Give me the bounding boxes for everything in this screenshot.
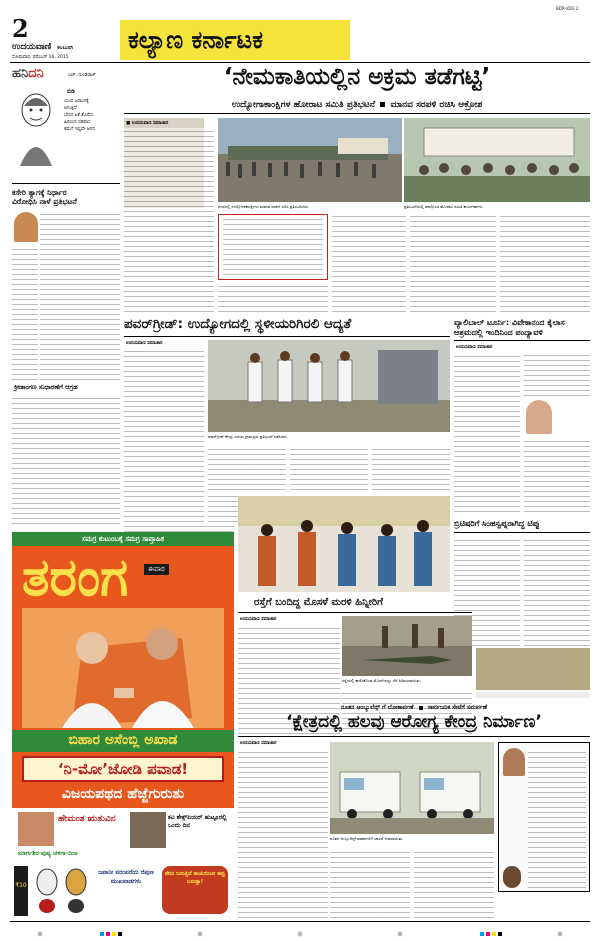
lead-col-2-text (332, 212, 406, 312)
ad-feature2: ಕವಿ ಶೇಕ್ಸ್‌ಪಿಯರ್ ಹುಟ್ಟೂರಲ್ಲಿ ಒಂದು ದಿನ (168, 814, 227, 829)
byline-icon: ■ (126, 121, 131, 126)
lead-rule (124, 113, 590, 114)
health-text-3 (414, 848, 494, 918)
left-portrait (14, 212, 38, 242)
powergrid-caption: ಪವರ್‌ಗ್ರೀಡ್ ಕೇಂದ್ರ ಎದುರು ಗ್ರಾಮಸ್ಥರು ಪ್ರತಿಭಟನೆ ನಡೆಸಿದರು. (208, 434, 289, 439)
ad-cover-photo (22, 608, 224, 728)
byline-text: ಉದಯವಾಣಿ ಸಮಾಚಾರ (131, 121, 169, 126)
poem-line: ಬೇಸರ ಏಕೆ ತೊರೆದು (64, 113, 94, 118)
ad-price: ₹10 (15, 882, 27, 889)
left-body-text-1b (12, 246, 38, 380)
tippu-text-2 (524, 536, 590, 646)
lead-byline (126, 120, 168, 126)
health-caption: ನೂತನ ಆಂಬ್ಯುಲೆನ್ಸ್ ವಾಹನಗಳಿಗೆ ಚಾಲನೆ ನೀಡಲಾಯಿತು. (330, 836, 404, 841)
bullet-square (419, 706, 423, 710)
croc-photo (342, 616, 472, 676)
right-mid-byline: ಉದಯವಾಣಿ ಸಮಾಚಾರ (456, 345, 493, 350)
right-mid-rule (454, 340, 590, 341)
lead-col-3-text (410, 212, 496, 312)
paper-title: ಉದಯವಾಣಿ (12, 42, 52, 52)
masthead-rule (10, 62, 590, 63)
lead-subhead-b: ಮಾನವ ಸರಪಳಿ ರಚಿಸಿ ಆಕ್ರೋಶ (390, 100, 483, 110)
poem-title: ಬಿಡಿ (67, 88, 75, 95)
ad-election: ಬಿಹಾರ ಅಸೆಂಬ್ಲಿ ಅಖಾಡ (68, 732, 178, 748)
ad-masks (32, 866, 92, 914)
health-kicker-b: ಸಾರ್ವಜನಿಕ ಸೇವೆಗೆ ಸಮರ್ಪಣೆ (427, 704, 488, 711)
hanidani-title-b: ದನಿ (28, 66, 44, 81)
lead-highlight-box (218, 214, 328, 280)
right-mid-text-1 (454, 352, 520, 512)
lead-photo-main (218, 118, 402, 202)
powergrid-text-1 (124, 348, 204, 522)
poet-cartoon (14, 88, 58, 168)
ad-feature3: ಜಪಾನೀ ಪರಂಪರೆಯ ಜಿಪುಣ ಮುಖವಾಡಗಳು (98, 869, 154, 885)
lead-subhead-a: ಉದ್ಯೋಗಾಕಾಂಕ್ಷಿಗಳ ಹೋರಾಟ ಸಮಿತಿ ಪ್ರತಿಭಟನೆ (231, 100, 376, 110)
poem-line: ಯುವ ಜನಾಂಗಕ್ಕೆ (64, 99, 89, 104)
left-headline-1 (12, 188, 120, 206)
section-title: ಕಲ್ಯಾಣ ಕರ್ನಾಟಕ (128, 26, 264, 54)
powergrid-text-3 (290, 446, 368, 490)
left-headline-1b: ವಿರೋಧಿಸಿ ನಾಳೆ ಪ್ರತಿಭಟನೆ (12, 197, 77, 206)
edition: ಕಲಬುರಗಿ (57, 45, 74, 51)
lead-col-1-text (124, 128, 214, 312)
powergrid-photo (208, 340, 450, 432)
tippu-photo (476, 648, 590, 690)
tippu-rule (454, 532, 590, 533)
bullet-square (380, 102, 385, 107)
health-photo (330, 742, 494, 834)
poem-line: ಆಗುತ್ತಿದೆ (64, 106, 77, 111)
croc-caption: ರಸ್ತೆಯಲ್ಲಿ ಕಾಣಿಸಿಕೊಂಡ ಮೊಸಳೆಯನ್ನು ಸೆರೆ ಹಿಡಿಯಲಾಯಿತು. (342, 678, 422, 683)
left-body-text-2 (12, 394, 120, 524)
lead-col-2b-text (218, 284, 328, 312)
highlight-text (223, 219, 323, 275)
lead-caption-2: ಪ್ರತಿಭಟನೆಯಲ್ಲಿ ಪಾಲ್ಗೊಂಡ ಹೋರಾಟ ಸಮಿತಿ ಕಾರ್ಯಕರ್ತರು. (404, 204, 484, 209)
poem-lines (64, 98, 120, 133)
ad-feature1-thumb (18, 812, 54, 846)
tippu-headline: ಬ್ರಿಟಿಷರಿಗೆ ಸಿಂಹಸ್ವಪ್ನರಾಗಿದ್ದ ಟಿಪ್ಪು (454, 519, 540, 528)
page-code: BDR-VDG 2 (556, 6, 579, 11)
issue-date: ಸೋಮವಾರ, ನವೆಂಬರ್ 16, 2015 (12, 55, 69, 60)
left-headline-2: ಕ್ರೀಡಾಂಗಣ ಸುಧಾರಣೆಗೆ ಆಗ್ರಹ (14, 383, 78, 391)
health-headline: ‘ಕ್ಷೇತ್ರದಲ್ಲಿ ಹಲವು ಆರೋಗ್ಯ ಕೇಂದ್ರ ನಿರ್ಮಾಣ’ (286, 712, 542, 732)
health-side-text (528, 748, 586, 888)
right-mid-text-2 (524, 352, 590, 396)
hanidani-title (12, 66, 44, 81)
right-mid-headline: ವ್ಯಾಲಿಬಾಲ್ ಟೂರ್ನಿ: ವಿವೇಕಾನಂದ ಕೈಲಾಸ ಆಶ್ರಮದಲ್ಲಿ ಇಂದಿನಿಂದ ಪಂದ್ಯಾವಳಿ (454, 318, 565, 337)
ad-tagline: ಸಮಗ್ರ ಕುಟುಂಬಕ್ಕೆ ಸಮಗ್ರ ಸಾಪ್ತಾಹಿಕ (81, 535, 165, 543)
ad-feature2-thumb (130, 812, 166, 848)
ad-slogan: ‘ನಿ-ಮೋ’ಜೋಡಿ ಪವಾಡ! (57, 760, 189, 778)
event-photo (238, 496, 450, 592)
health-kicker-a: ನೂತನ ಆಂಬ್ಯುಲೆನ್ಸ್ ಗೆ ಲೋಕಾರ್ಪಣೆ (340, 704, 414, 711)
right-mid-text-3 (524, 438, 590, 512)
ad-feature4: ತೇರು ಬರುತ್ತಿದೆ ಹಂಪಿಯಿಂದ ತಪ್ಪು ಬರುತ್ತಾ! (164, 871, 226, 885)
ad-slogan-2: ವಿಜಯಪಥದ ಹೆಜ್ಜೆಗುರುತು (61, 786, 185, 802)
ad-brand: ತರಂಗ (22, 548, 129, 608)
ad-price-tab (14, 866, 28, 916)
lead-subhead (124, 100, 590, 110)
lead-col-4-text (500, 212, 590, 312)
ad-brand-tag: ಈವಾರ (144, 564, 169, 575)
hanidani-title-a: ಹನಿ (12, 66, 29, 81)
right-mid-portrait (526, 400, 552, 434)
left-body-text-1 (40, 210, 120, 380)
health-side-portrait (503, 748, 525, 776)
page-number: 2 (12, 14, 29, 43)
health-side-portrait-2 (503, 866, 521, 888)
lead-photo-2 (404, 118, 590, 202)
powergrid-text-4 (372, 446, 450, 490)
health-rule (238, 736, 590, 737)
ad-feature1: ಹೇಮಂತ ಋತುವಿನ (58, 814, 116, 824)
registration-marks (0, 922, 600, 928)
powergrid-headline: ಪವರ್‌ಗ್ರೀಡ್: ಉದ್ಯೋಗದಲ್ಲಿ ಸ್ಥಳೀಯರಿಗಿರಲಿ ಆದ್ಯತೆ (124, 316, 352, 332)
taranga-ad[interactable] (12, 532, 234, 920)
health-text-2 (330, 848, 410, 918)
croc-headline: ರಸ್ತೆಗೆ ಬಂದಿದ್ದ ಮೊಸಳೆ ಮರಳಿ ಹಿನ್ನೀರಿಗೆ (254, 597, 383, 608)
health-byline: ಉದಯವಾಣಿ ಸಮಾಚಾರ (240, 741, 277, 746)
powergrid-byline: ಉದಯವಾಣಿ ಸಮಾಚಾರ (126, 341, 163, 346)
ad-feature1b: ಮಾರ್ಗಶಿರ-ಪುಷ್ಯ ಚಳಿಗಾ-ದಿನಾ (18, 850, 78, 857)
lead-caption-1: ನಗರದಲ್ಲಿ ಉದ್ಯೋಗಾಕಾಂಕ್ಷಿಗಳು ಮಾನವ ಸರಪಳಿ ರಚಿಸಿ ಪ್ರತಿಭಟಿಸಿದರು. (218, 204, 310, 209)
powergrid-rule (124, 336, 450, 337)
left-headline-1a: ಕಸೇರಿ ತ್ಯಾಗಕ್ಕೆ ನಿರ್ಧಾರ (12, 188, 67, 197)
lead-headline: ‘ನೇಮಕಾತಿಯಲ್ಲಿನ ಅಕ್ರಮ ತಡೆಗಟ್ಟಿ’ (223, 64, 491, 90)
tippu-caption (476, 692, 590, 698)
health-kicker (238, 704, 590, 712)
croc-byline: ಉದಯವಾಣಿ ಸಮಾಚಾರ (240, 617, 277, 622)
poem-line: ಹಿರಿಯರ ಸಹವಾಸ (64, 120, 91, 125)
croc-rule (238, 612, 472, 613)
hanidani-author: ಎಚ್. ದುಂಡಿರಾಜ್ (68, 73, 96, 78)
poem-line: ತಮಗೆ ಇಷ್ಟವೇ ಆಗದ (64, 127, 96, 132)
paper-name (12, 42, 73, 52)
health-text-1 (238, 748, 328, 918)
hanidani-box (12, 66, 120, 184)
powergrid-text-2 (208, 446, 286, 490)
